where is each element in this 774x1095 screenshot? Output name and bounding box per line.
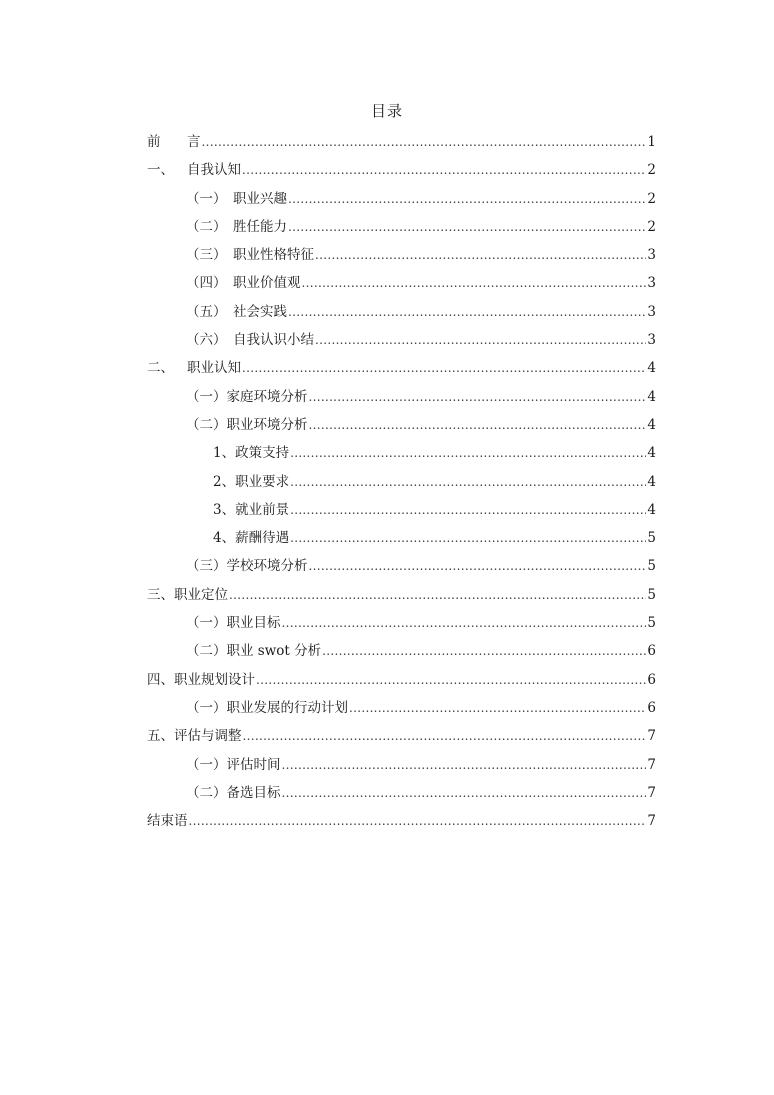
toc-dot-leader — [288, 185, 646, 213]
toc-entry-number: （四） — [186, 275, 227, 292]
toc-page-number: 3 — [647, 303, 656, 320]
toc-entry-label — [186, 185, 287, 213]
toc-entry-text: 言 — [187, 134, 201, 150]
toc-entry-label — [147, 722, 242, 750]
toc-page-number: 5 — [647, 586, 656, 603]
toc-dot-leader — [243, 722, 647, 750]
toc-page-number: 3 — [647, 332, 656, 349]
toc-entry-text: 职业认知 — [187, 360, 241, 377]
toc-entry-label — [186, 637, 321, 665]
toc-entry-label — [213, 439, 289, 467]
toc-entry-label — [186, 751, 281, 779]
toc-page-number: 4 — [647, 360, 656, 377]
toc-entry-number: （二） — [186, 784, 227, 801]
toc-page-number: 5 — [647, 530, 656, 547]
toc-entry[interactable] — [147, 779, 656, 807]
toc-entry[interactable] — [147, 666, 656, 694]
toc-entry[interactable] — [147, 637, 656, 665]
toc-page-number: 7 — [647, 728, 656, 745]
toc-dot-leader — [302, 269, 647, 297]
toc-entry[interactable] — [147, 185, 656, 213]
toc-entry[interactable] — [147, 524, 656, 552]
toc-entry-text: 胜任能力 — [233, 218, 287, 235]
toc-page-number: 4 — [647, 416, 656, 433]
toc-entry-number: （一） — [186, 615, 227, 632]
toc-dot-leader — [202, 128, 647, 156]
toc-dot-leader — [290, 468, 646, 496]
toc-entry-text: 结束语 — [147, 813, 188, 830]
toc-entry[interactable] — [147, 581, 656, 609]
toc-entry-label — [147, 128, 201, 156]
toc-entry[interactable] — [147, 468, 656, 496]
toc-page-number: 7 — [647, 813, 656, 830]
toc-entry-text: 职业性格特征 — [233, 247, 314, 264]
toc-page-number: 5 — [647, 558, 656, 575]
toc-entry-label — [186, 269, 301, 297]
toc-entry-text: 职业环境分析 — [226, 416, 308, 433]
toc-entry-number: 一、 — [147, 162, 174, 179]
toc-entry-number: 四、 — [147, 671, 174, 688]
toc-entry-label — [147, 354, 241, 382]
toc-entry-label — [213, 496, 289, 524]
toc-entry-label — [186, 213, 287, 241]
toc-entry-label — [186, 298, 287, 326]
toc-dot-leader — [242, 156, 646, 184]
toc-entry-label — [186, 326, 314, 354]
toc-entry-text: 职业规划设计 — [174, 671, 255, 688]
toc-dot-leader — [282, 779, 647, 807]
toc-entry[interactable] — [147, 496, 656, 524]
toc-entry-label — [147, 156, 241, 184]
toc-entry-number: 二、 — [147, 360, 174, 377]
toc-entry-number: 4、 — [213, 530, 236, 547]
toc-entry-label — [186, 609, 281, 637]
toc-entry-number: （二） — [186, 218, 227, 235]
toc-entry-text: 职业定位 — [174, 586, 228, 603]
toc-dot-leader — [256, 666, 646, 694]
toc-entry-text: 职业价值观 — [233, 275, 301, 292]
toc-entry-number: 五、 — [147, 728, 174, 745]
toc-dot-leader — [229, 581, 646, 609]
toc-dot-leader — [242, 354, 646, 382]
toc-entry-label — [213, 524, 289, 552]
toc-entry-number: （二） — [186, 416, 227, 433]
toc-entry[interactable] — [147, 241, 656, 269]
toc-dot-leader — [288, 298, 646, 326]
toc-page-number: 5 — [647, 615, 656, 632]
toc-entry[interactable] — [147, 156, 656, 184]
toc-entry-label — [186, 694, 348, 722]
toc-entry[interactable] — [147, 609, 656, 637]
toc-dot-leader — [309, 383, 647, 411]
toc-entry-text: 自我认知 — [187, 162, 241, 179]
toc-page-number: 2 — [647, 162, 656, 179]
toc-entry[interactable] — [147, 354, 656, 382]
toc-entry-text: 家庭环境分析 — [226, 388, 308, 405]
toc-page-number: 4 — [647, 473, 656, 490]
toc-entry-number: （三） — [186, 247, 227, 264]
toc-entry-label — [147, 666, 255, 694]
toc-entry[interactable] — [147, 807, 656, 835]
toc-entry-number: 三、 — [147, 586, 174, 603]
toc-page-number: 6 — [647, 699, 656, 716]
toc-dot-leader — [282, 609, 647, 637]
toc-dot-leader — [290, 439, 646, 467]
toc-entry-text: 职业要求 — [235, 473, 290, 490]
toc-entry-number: 2、 — [213, 473, 236, 490]
toc-entry-number: （一） — [186, 190, 227, 207]
toc-entry[interactable] — [147, 128, 656, 156]
toc-entry[interactable] — [147, 411, 656, 439]
toc-entry-label — [147, 807, 188, 835]
toc-page-number: 4 — [647, 388, 656, 405]
toc-page-number: 4 — [647, 445, 656, 462]
toc-entry-label — [186, 241, 314, 269]
toc-page-number: 3 — [647, 247, 656, 264]
toc-entry-text: 学校环境分析 — [226, 558, 308, 575]
toc-entry-text: 职业目标 — [226, 615, 281, 632]
toc-entry-label — [213, 468, 289, 496]
toc-entry[interactable] — [147, 269, 656, 297]
toc-entry[interactable] — [147, 326, 656, 354]
toc-page-number: 1 — [647, 134, 656, 150]
toc-entry[interactable] — [147, 298, 656, 326]
toc-title: 目录 — [370, 102, 403, 120]
toc-entry-text: 自我认识小结 — [233, 332, 314, 349]
toc-entry[interactable] — [147, 383, 656, 411]
toc-page-number: 2 — [647, 190, 656, 207]
toc-entry-number: （五） — [186, 303, 227, 320]
toc-entry-label — [186, 411, 308, 439]
toc-entry-text: 职业兴趣 — [233, 190, 287, 207]
toc-entry-number: （二） — [186, 643, 227, 660]
toc-entry-label — [147, 581, 228, 609]
toc-entry[interactable] — [147, 694, 656, 722]
toc-entry-number: 1、 — [213, 445, 236, 462]
toc-entry-number: （一） — [186, 699, 227, 716]
toc-entry-text: 社会实践 — [233, 303, 287, 320]
toc-page-number: 4 — [647, 501, 656, 518]
toc-entry-number: （一） — [186, 756, 227, 773]
toc-dot-leader — [315, 241, 646, 269]
toc-dot-leader — [309, 552, 647, 580]
toc-entry-text: 薪酬待遇 — [235, 530, 290, 547]
toc-entry-text: 职业发展的行动计划 — [226, 699, 348, 716]
toc-dot-leader — [282, 751, 647, 779]
toc-entry[interactable] — [147, 213, 656, 241]
toc-dot-leader — [322, 637, 646, 665]
toc-entry[interactable] — [147, 751, 656, 779]
toc-page-number: 2 — [647, 218, 656, 235]
toc-entry-number: 3、 — [213, 501, 236, 518]
toc-dot-leader — [290, 524, 646, 552]
toc-entry-text: 评估与调整 — [174, 728, 242, 745]
toc-page-number: 6 — [647, 643, 656, 660]
toc-page-number: 6 — [647, 671, 656, 688]
toc-entry-number: （三） — [186, 558, 227, 575]
toc-entry[interactable] — [147, 439, 656, 467]
toc-dot-leader — [315, 326, 646, 354]
toc-page-number: 3 — [647, 275, 656, 292]
toc-entry-text: 政策支持 — [235, 445, 290, 462]
toc-entry-number: （六） — [186, 332, 227, 349]
toc-entry-label — [186, 383, 308, 411]
toc-entry-text: 就业前景 — [235, 501, 290, 518]
toc-entry[interactable] — [147, 552, 656, 580]
toc-page-number: 7 — [647, 784, 656, 801]
toc-dot-leader — [290, 496, 646, 524]
table-of-contents — [147, 128, 656, 835]
toc-entry-label — [186, 779, 281, 807]
toc-entry-text: 职业 swot 分析 — [226, 643, 322, 660]
toc-entry-text: 备选目标 — [226, 784, 281, 801]
toc-entry-number: 前 — [147, 134, 161, 150]
toc-dot-leader — [309, 411, 647, 439]
toc-page-number: 7 — [647, 756, 656, 773]
toc-dot-leader — [189, 807, 647, 835]
toc-dot-leader — [288, 213, 646, 241]
toc-dot-leader — [349, 694, 646, 722]
toc-entry[interactable] — [147, 722, 656, 750]
toc-entry-text: 评估时间 — [226, 756, 281, 773]
toc-entry-number: （一） — [186, 388, 227, 405]
toc-entry-label — [186, 552, 308, 580]
